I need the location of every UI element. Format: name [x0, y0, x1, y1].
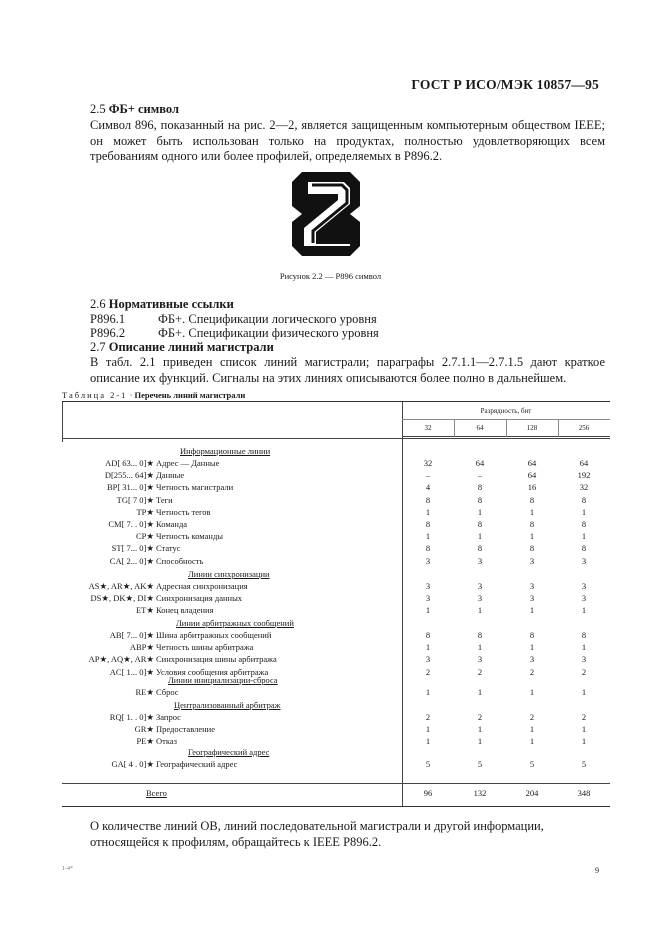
column-header-256: 256	[578, 424, 590, 432]
bit-count-cell: 1	[529, 642, 535, 653]
table-row	[62, 593, 610, 605]
signal-cell: CA[ 2... 0]★	[109, 555, 154, 566]
bit-count-cell: 2	[529, 712, 535, 722]
signal-cell: RQ[ 1. . 0]★	[109, 712, 154, 722]
figure-caption: Рисунок 2.2 — Р896 символ	[279, 271, 382, 281]
bit-count-cell: 1	[425, 736, 431, 747]
line-name-cell: Четность шины арбитража	[156, 642, 254, 653]
bit-count-cell: 5	[581, 759, 587, 769]
signal-cell: GA[ 4 . 0]★	[111, 759, 154, 769]
total-value: 96	[423, 788, 433, 798]
section-number: 2.6	[90, 297, 106, 311]
bit-count-cell: 1	[477, 736, 483, 747]
document-header: ГОСТ Р ИСО/МЭК 10857—95	[411, 77, 599, 92]
bit-count-cell: 3	[477, 593, 483, 604]
bit-count-cell: 8	[425, 630, 431, 640]
bit-count-cell: 1	[425, 642, 431, 653]
table-row	[62, 581, 610, 593]
section-number: 2.5	[90, 102, 106, 116]
bit-count-cell: 1	[529, 531, 535, 542]
table-row	[62, 687, 610, 699]
signal-cell: D[255... 64]★	[104, 470, 154, 481]
bit-count-cell: 192	[577, 470, 591, 481]
bit-count-cell: 8	[477, 494, 483, 505]
table-row	[62, 482, 610, 494]
bit-count-cell: 64	[579, 458, 589, 468]
signal-cell: AP★, AQ★, AR★	[88, 654, 154, 665]
section-number: 2.7	[90, 340, 106, 354]
section-title: Описание линий магистрали	[108, 340, 274, 354]
bit-count-cell: 8	[477, 519, 483, 529]
bit-count-cell: 1	[581, 687, 587, 697]
bit-count-cell: 2	[477, 712, 483, 722]
bit-count-cell: 1	[581, 531, 587, 542]
bit-count-cell: 8	[581, 543, 587, 554]
table-row	[62, 495, 610, 507]
bit-count-cell: 3	[581, 555, 587, 566]
table-row	[62, 667, 610, 679]
reference-text: ФБ+. Спецификации физического уровня	[158, 326, 379, 340]
line-name-cell: Теги	[156, 494, 173, 505]
bit-count-cell: 1	[529, 605, 535, 616]
bit-count-cell: 1	[477, 531, 483, 542]
page-number: 9	[595, 866, 599, 875]
line-name-cell: Статус	[156, 543, 181, 554]
line-name-cell: Предоставление	[156, 724, 215, 735]
signal-cell: RE★	[135, 687, 154, 697]
bit-count-cell: 1	[425, 687, 431, 697]
bit-count-cell: 8	[425, 494, 431, 505]
bit-count-cell: –	[425, 470, 431, 481]
bit-count-cell: 64	[475, 458, 485, 468]
bit-count-cell: 2	[581, 666, 587, 677]
bit-count-cell: 3	[425, 555, 431, 566]
bit-count-cell: 8	[477, 543, 483, 554]
column-header-32: 32	[424, 424, 432, 432]
signal-cell: AS★, AR★, AK★	[88, 581, 154, 591]
bit-count-cell: 3	[529, 593, 535, 604]
signal-cell: DS★, DK★, DI★	[90, 593, 154, 604]
reference-item	[90, 312, 377, 327]
section-2-6-heading	[90, 297, 234, 312]
line-name-cell: Синхронизация шины арбитража	[156, 654, 277, 665]
signal-cell: CM[ 7. . 0]★	[108, 519, 154, 529]
bit-count-cell: 8	[581, 494, 587, 505]
table-caption-prefix: Таблица 2-1	[62, 390, 128, 400]
bit-count-cell: 1	[581, 642, 587, 653]
bit-count-cell: 1	[529, 736, 535, 747]
bus-lines-table	[62, 401, 610, 807]
bit-count-cell: 64	[527, 470, 537, 481]
table-row	[62, 470, 610, 482]
total-value: 132	[473, 788, 487, 798]
bit-count-cell: 5	[477, 759, 483, 769]
bit-count-cell: 1	[477, 605, 483, 616]
bit-count-cell: 3	[425, 581, 431, 591]
bit-count-cell: 1	[477, 506, 483, 517]
bit-count-cell: 3	[529, 555, 535, 566]
line-name-cell: Географический адрес	[156, 759, 238, 769]
bit-count-cell: 8	[529, 543, 535, 554]
column-group-header: Разрядность, бит	[480, 407, 532, 415]
bit-count-cell: 8	[425, 519, 431, 529]
bit-count-cell: 1	[477, 724, 483, 735]
section-title: Нормативные ссылки	[108, 297, 234, 311]
bit-count-cell: 16	[527, 482, 537, 493]
bit-count-cell: 2	[581, 712, 587, 722]
bit-count-cell: 64	[527, 458, 537, 468]
signal-cell: AC[ 1... 0]★	[109, 666, 154, 677]
reference-item	[90, 326, 379, 341]
line-name-cell: Сброс	[156, 687, 179, 697]
table-row	[62, 724, 610, 736]
bit-count-cell: 3	[581, 593, 587, 604]
group-heading-info: Информационные линии	[180, 446, 271, 456]
bit-count-cell: 8	[425, 543, 431, 554]
table-row	[62, 556, 610, 568]
bit-count-cell: 8	[477, 482, 483, 493]
table-caption-title: Перечень линий магистрали	[134, 390, 246, 400]
group-heading-carb: Централизованный арбитраж	[174, 700, 281, 710]
line-name-cell: Конец владения	[156, 605, 214, 616]
table-row	[62, 507, 610, 519]
bit-count-cell: 8	[581, 630, 587, 640]
bit-count-cell: 3	[477, 654, 483, 665]
line-name-cell: Четность команды	[156, 531, 223, 542]
signal-cell: TG[ 7 0]★	[116, 494, 154, 505]
reference-code: Р896.1	[90, 312, 126, 326]
table-row	[62, 642, 610, 654]
group-heading-init: Линии инициализации-сброса	[168, 675, 278, 685]
total-label: Всего	[146, 788, 167, 798]
print-mark: 1-4*	[62, 866, 73, 872]
signal-cell: AD[ 63... 0]★	[105, 458, 154, 468]
bit-count-cell: 2	[425, 712, 431, 722]
fb-plus-symbol-logo	[290, 170, 362, 258]
line-name-cell: Адресная синхронизация	[156, 581, 248, 591]
table-row	[62, 736, 610, 748]
section-2-5-paragraph: Символ 896, показанный на рис. 2—2, является защищенным компьютерным обществом IEEE; он может быть использован только на продуктах, полностью удовлетворяющих всем требованиям одного или более профилей, определяемых в Р896.2.	[90, 118, 605, 163]
bit-count-cell: 2	[477, 666, 483, 677]
bit-count-cell: 1	[425, 724, 431, 735]
line-name-cell: Команда	[156, 519, 188, 529]
bit-count-cell: 1	[425, 531, 431, 542]
line-name-cell: Условия сообщения арбитража	[156, 666, 269, 677]
signal-cell: BP[ 31... 0]★	[106, 482, 154, 493]
bit-count-cell: 3	[581, 581, 587, 591]
bit-count-cell: 3	[581, 654, 587, 665]
section-2-7-paragraph: В табл. 2.1 приведен список линий магистрали; параграфы 2.7.1.1—2.7.1.5 дают краткое описание их функций. Сигналы на этих линиях описываются более полно в дальнейшем.	[90, 355, 605, 385]
table-row	[62, 630, 610, 642]
bit-count-cell: 1	[477, 687, 483, 697]
group-heading-geo: Географический адрес	[188, 747, 270, 757]
signal-cell: CP★	[135, 531, 154, 542]
signal-cell: ABP★	[129, 642, 154, 653]
bit-count-cell: 8	[477, 630, 483, 640]
line-name-cell: Четность тегов	[156, 506, 211, 517]
bit-count-cell: 3	[529, 581, 535, 591]
total-value: 204	[525, 788, 539, 798]
group-heading-arb: Линии арбитражных сообщений	[176, 618, 294, 628]
line-name-cell: Способность	[156, 555, 204, 566]
group-heading-sync: Линии синхронизации	[188, 569, 270, 579]
bit-count-cell: 4	[425, 482, 431, 493]
line-name-cell: Данные	[156, 470, 185, 481]
line-name-cell: Запрос	[156, 712, 181, 722]
total-value: 348	[577, 788, 591, 798]
reference-text: ФБ+. Спецификации логического уровня	[158, 312, 377, 326]
bit-count-cell: 1	[529, 687, 535, 697]
bit-count-cell: 1	[581, 736, 587, 747]
signal-cell: PE★	[136, 736, 154, 747]
column-header-128: 128	[526, 424, 538, 432]
bit-count-cell: 32	[423, 458, 433, 468]
bit-count-cell: 3	[477, 555, 483, 566]
bit-count-cell: 1	[425, 506, 431, 517]
table-row	[62, 712, 610, 724]
signal-cell: ET★	[135, 605, 154, 616]
line-name-cell: Отказ	[156, 736, 177, 747]
bit-count-cell: 1	[425, 605, 431, 616]
bit-count-cell: 5	[425, 759, 431, 769]
bit-count-cell: 1	[581, 605, 587, 616]
line-name-cell: Шина арбитражных сообщений	[156, 630, 272, 640]
bit-count-cell: 2	[529, 666, 535, 677]
bit-count-cell: 5	[529, 759, 535, 769]
table-row	[62, 543, 610, 555]
bit-count-cell: –	[477, 470, 483, 481]
bit-count-cell: 1	[529, 506, 535, 517]
section-title: ФБ+ символ	[108, 102, 180, 116]
table-caption: Таблица 2-1 · Перечень линий магистрали	[62, 390, 246, 400]
closing-paragraph: О количестве линий ОВ, линий последовательной магистрали и другой информации, относящейся к профилям, обращайтесь к IEEE Р896.2.	[90, 819, 544, 849]
signal-cell: TP★	[136, 506, 154, 517]
signal-cell: AB[ 7... 0]★	[109, 630, 154, 640]
signal-cell: ST[ 7... 0]★	[111, 543, 154, 554]
bit-count-cell: 1	[529, 724, 535, 735]
bit-count-cell: 8	[529, 630, 535, 640]
bit-count-cell: 1	[477, 642, 483, 653]
line-name-cell: Синхронизация данных	[156, 593, 243, 604]
bit-count-cell: 3	[425, 654, 431, 665]
bit-count-cell: 1	[581, 724, 587, 735]
bit-count-cell: 2	[425, 666, 431, 677]
bit-count-cell: 3	[425, 593, 431, 604]
table-row	[62, 458, 610, 470]
bit-count-cell: 8	[529, 494, 535, 505]
bit-count-cell: 32	[579, 482, 589, 493]
bit-count-cell: 3	[529, 654, 535, 665]
line-name-cell: Адрес — Данные	[156, 458, 220, 468]
signal-cell: GR★	[134, 724, 154, 735]
bit-count-cell: 1	[581, 506, 587, 517]
bit-count-cell: 3	[477, 581, 483, 591]
section-2-5-heading	[90, 102, 179, 117]
bit-count-cell: 8	[581, 519, 587, 529]
table-row	[62, 759, 610, 771]
line-name-cell: Четность магистрали	[156, 482, 234, 493]
table-row	[62, 605, 610, 617]
column-header-64: 64	[476, 424, 484, 432]
table-row	[62, 531, 610, 543]
bit-count-cell: 8	[529, 519, 535, 529]
section-2-7-heading	[90, 340, 274, 355]
table-row	[62, 654, 610, 666]
table-row	[62, 519, 610, 531]
reference-code: Р896.2	[90, 326, 126, 340]
